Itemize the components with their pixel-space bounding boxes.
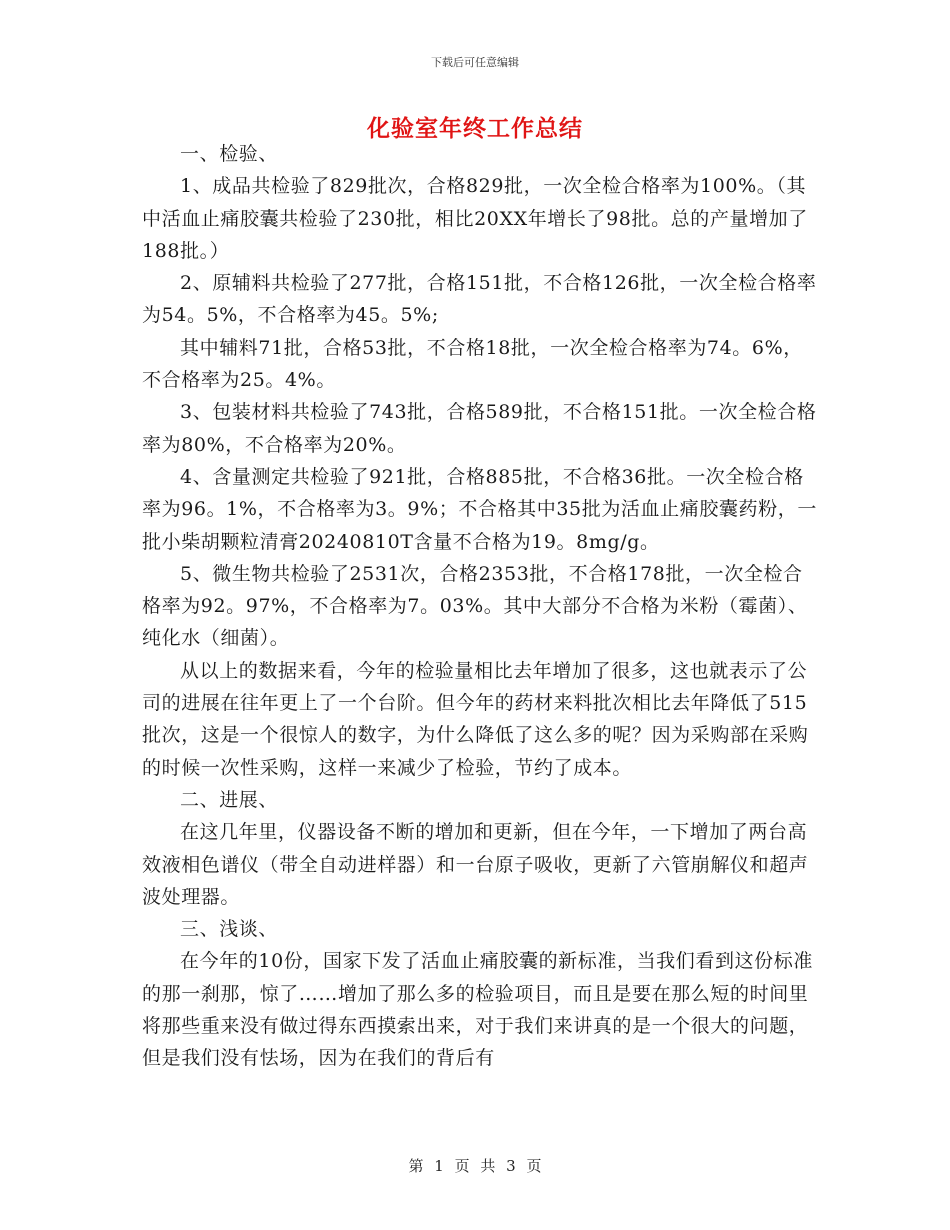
document-body <box>142 138 822 1075</box>
section-heading-inspection: 一、检验、 <box>180 143 279 165</box>
page-number-footer: 第 1 页 共 3 页 <box>408 1157 542 1175</box>
paragraph-raw-materials: 2、原辅料共检验了277批，合格151批，不合格126批，一次全检合格率为54。5%，不合格率为45。5%; <box>142 272 817 327</box>
paragraph-new-standard: 在今年的10份，国家下发了活血止痛胶囊的新标准，当我们看到这份标准的那一刹那，惊了……增加了那么多的检验项目，而且是要在那么短的时间里将那些重来没有做过得东西摸索出来，对于我们来讲真的是一个很大的问题，但是我们没有怯场，因为在我们的背后有 <box>142 950 813 1070</box>
section-heading-discussion: 三、浅谈、 <box>180 918 279 941</box>
paragraph-equipment: 在这几年里，仪器设备不断的增加和更新，但在今年，一下增加了两台高效液相色谱仪（带全自动进样器）和一台原子吸收，更新了六管崩解仪和超声波处理器。 <box>142 821 809 908</box>
paragraph-excipients: 其中辅料71批，合格53批，不合格18批，一次全检合格率为74。6%，不合格率为25。4%。 <box>142 336 803 392</box>
paragraph-content-assay: 4、含量测定共检验了921批，合格885批，不合格36批。一次全检合格率为96。1%，不合格率为3。9%；不合格其中35批为活血止痛胶囊药粉，一批小柴胡颗粒清膏20240810T含量不合格为19。8mg/g。 <box>142 465 817 553</box>
document-title: 化验室年终工作总结 <box>367 115 583 142</box>
paragraph-data-summary: 从以上的数据来看，今年的检验量相比去年增加了很多，这也就表示了公司的进展在往年更上了一个台阶。但今年的药材来料批次相比去年降低了515批次，这是一个很惊人的数字，为什么降低了这么多的呢？因为采购部在采购的时候一次性采购，这样一来减少了检验，节约了成本。 <box>142 659 809 779</box>
page-header-note: 下载后可任意编辑 <box>431 56 519 69</box>
paragraph-packaging: 3、包装材料共检验了743批，合格589批，不合格151批。一次全检合格率为80%，不合格率为20%。 <box>142 401 817 456</box>
section-heading-progress: 二、进展、 <box>180 788 279 811</box>
paragraph-finished-products: 1、成品共检验了829批次，合格829批，一次全检合格率为100%。（其中活血止痛胶囊共检验了230批，相比20XX年增长了98批。总的产量增加了188批。） <box>142 175 808 262</box>
paragraph-microbiology: 5、微生物共检验了2531次，合格2353批，不合格178批，一次全检合格率为92。97%，不合格率为7。03%。其中大部分不合格为米粉（霉菌）、纯化水（细菌）。 <box>142 562 808 650</box>
